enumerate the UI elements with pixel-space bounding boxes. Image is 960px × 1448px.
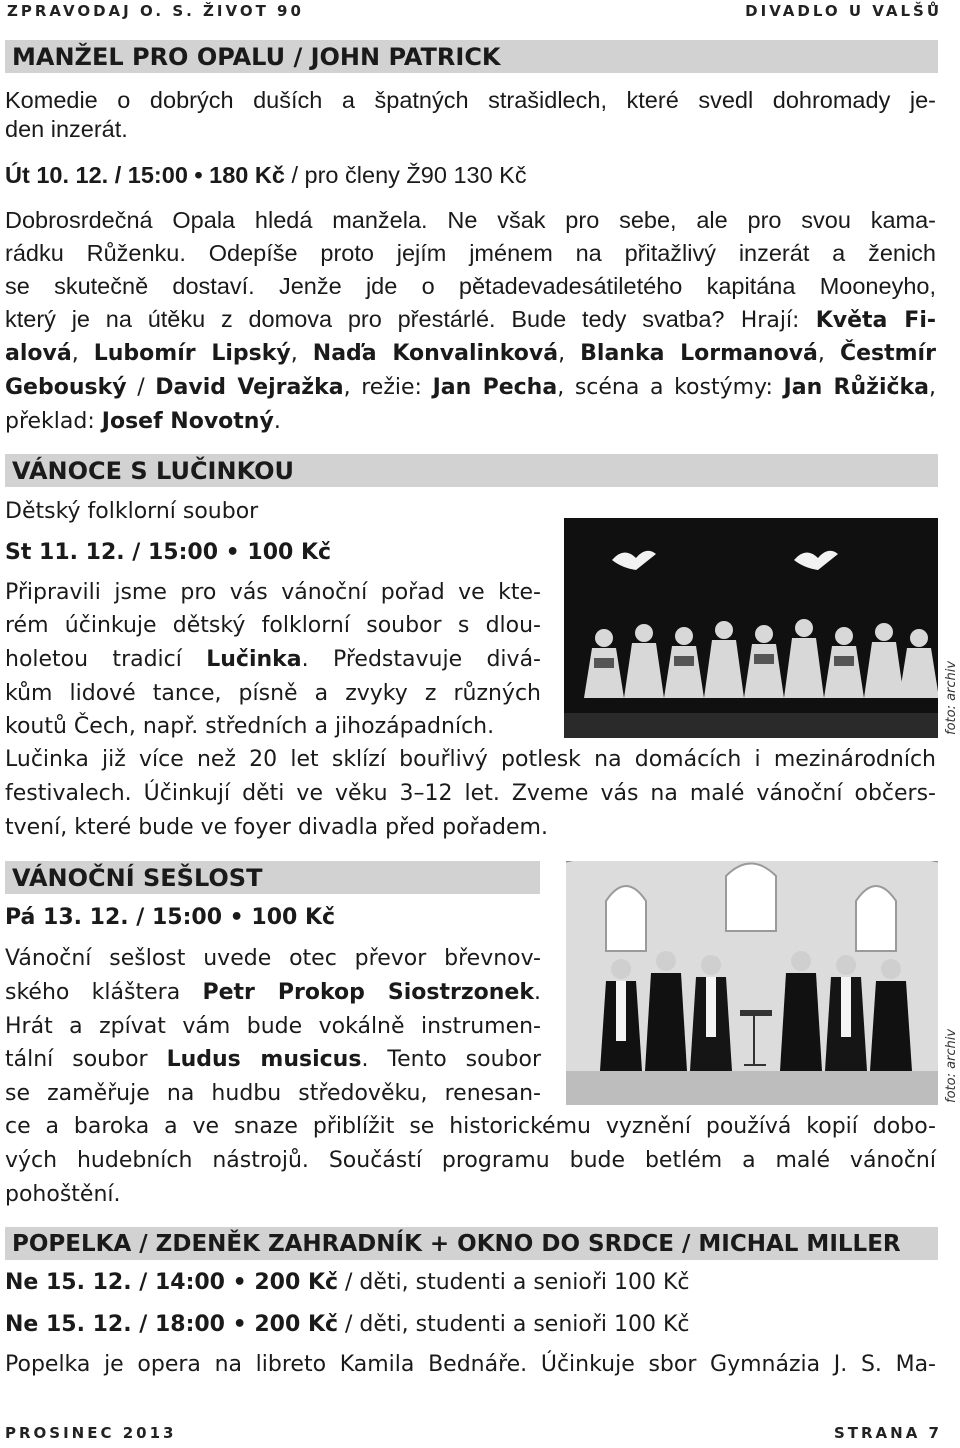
ensemble-name: Ludus musicus (166, 1047, 362, 1072)
prior-name: Petr Prokop Siostrzonek (202, 980, 534, 1005)
s3-text-6: ce a baroka a ve snaze přiblížit se historickému vyznění používá kopií dobo- (5, 1114, 936, 1139)
translator: Josef Novotný (101, 409, 274, 434)
s3-text-4c: . Tento soubor (361, 1047, 541, 1072)
s3-title: VÁNOČNÍ SEŠLOST (5, 861, 540, 894)
s4-date-1-rest: / děti, studenti a senioři 100 Kč (338, 1270, 690, 1295)
scenographer: Jan Růžička (783, 375, 929, 400)
s3-text-4 (5, 1045, 541, 1075)
cast-6: David Vejražka (155, 375, 344, 400)
ensemble-photo (566, 861, 938, 1105)
folklore-photo (564, 518, 938, 738)
sep: / (126, 375, 156, 400)
s1-date-main: Út 10. 12. / 15:00 • 180 Kč (5, 162, 285, 188)
ensemble-name: Lučinka (206, 647, 302, 672)
s1-date-rest: / pro členy Ž90 130 Kč (284, 162, 527, 188)
s1-text-4b: Hrají: (724, 308, 816, 333)
page-number: STRANA 7 (833, 1424, 942, 1442)
section-name: DIVADLO U VALŠŮ (745, 2, 942, 20)
s2-date: St 11. 12. / 15:00 • 100 Kč (5, 540, 332, 565)
s2-text-3c: . Představuje divá- (301, 647, 541, 672)
s2-text-6: Lučinka již více než 20 let sklízí bouřlivý potlesk na domácích i mezinárodních (5, 747, 936, 772)
s1-title: MANŽEL PRO OPALU / JOHN PATRICK (5, 40, 938, 73)
cast-1: alová (5, 341, 72, 366)
folklore-photo-illustration (564, 518, 938, 738)
sep: , (558, 341, 581, 366)
s3-text-7: vých hudebních nástrojů. Součástí programu bude betlém a malé vánoční (5, 1148, 936, 1173)
s1-text-6 (5, 373, 936, 403)
page-footer (5, 1424, 942, 1448)
s2-text-3a: holetou tradicí (5, 647, 207, 672)
director: Jan Pecha (432, 375, 558, 400)
s1-text-3: se skutečně dostaví. Jenže jde o pětadevadesátiletého kapitána Mooneyho, (5, 273, 936, 299)
s4-title: POPELKA / ZDENĚK ZAHRADNÍK + OKNO DO SRDCE / MICHAL MILLER (5, 1227, 938, 1260)
s3-text-5: se zaměřuje na hudbu středověku, renesan- (5, 1081, 541, 1106)
s2-text-4: kům lidové tance, písně a zvyky z různých (5, 681, 541, 706)
publication-name: ZPRAVODAJ O. S. ŽIVOT 90 (7, 2, 304, 20)
s1-text-7 (5, 407, 281, 437)
label-scene: , scéna a kostýmy: (557, 375, 784, 400)
s2-text-5: koutů Čech, např. středních a jihozápadních. (5, 714, 495, 739)
s4-date-2-main: Ne 15. 12. / 18:00 • 200 Kč (5, 1312, 339, 1337)
s1-subtitle-1: Komedie o dobrých duších a špatných strašidlech, které svedl dohromady je- (5, 87, 936, 113)
issue-date: PROSINEC 2013 (5, 1424, 177, 1442)
page-header (7, 2, 942, 26)
s4-date-1 (5, 1268, 690, 1298)
s1-subtitle-2: den inzerát. (5, 116, 128, 142)
s2-text-2: rém účinkuje dětský folklorní soubor s dlou- (5, 613, 541, 638)
s4-date-2 (5, 1310, 690, 1340)
cast-5b: Gebouský (5, 375, 127, 400)
cast-2: Lubomír Lipský (93, 341, 291, 366)
label-director: , režie: (343, 375, 433, 400)
s1-text-1: Dobrosrdečná Opala hledá manžela. Ne však pro sebe, ale pro svou kama- (5, 207, 936, 233)
s3-date: Pá 13. 12. / 15:00 • 100 Kč (5, 905, 336, 930)
s1-text-4c: Květa Fi- (815, 308, 936, 333)
cast-3: Naďa Konvalinková (312, 341, 559, 366)
s3-text-4a: tální soubor (5, 1047, 167, 1072)
sep: . (273, 409, 281, 434)
s2-text-8: tvení, které bude ve foyer divadla před pořadem. (5, 815, 548, 840)
s3-text-8: pohoštění. (5, 1182, 121, 1207)
s3-text-2 (5, 978, 541, 1008)
s1-text-5 (5, 339, 936, 369)
cast-5: Čestmír (839, 341, 936, 366)
s3-text-3: Hrát a zpívat vám bude vokálně instrumen- (5, 1014, 541, 1039)
s4-date-1-main: Ne 15. 12. / 14:00 • 200 Kč (5, 1270, 339, 1295)
s1-text-4 (5, 304, 936, 334)
cast-4: Blanka Lormanová (580, 341, 818, 366)
sep: . (534, 980, 541, 1005)
sep: , (929, 375, 936, 400)
s2-text-7: festivalech. Účinkují děti ve věku 3–12 let. Zveme vás na malé vánoční občers- (5, 781, 936, 806)
s2-title: VÁNOCE S LUČINKOU (5, 454, 938, 487)
s1-text-2: rádku Růženku. Odepíše proto jejím jménem na přitažlivý inzerát a ženich (5, 240, 936, 266)
s4-date-2-rest: / děti, studenti a senioři 100 Kč (338, 1312, 690, 1337)
ensemble-photo-illustration (566, 861, 938, 1105)
s2-text-3 (5, 645, 541, 675)
s2-subtitle: Dětský folklorní soubor (5, 499, 259, 524)
ensemble-photo-credit: foto: archiv (944, 1028, 959, 1103)
s2-text-1: Připravili jsme pro vás vánoční pořad ve kte- (5, 580, 541, 605)
sep: , (290, 341, 313, 366)
sep: , (817, 341, 840, 366)
label-translation: překlad: (5, 409, 102, 434)
s4-text-1: Popelka je opera na libreto Kamila Bednáře. Účinkuje sbor Gymnázia J. S. Ma- (5, 1352, 936, 1377)
folklore-photo-credit: foto: archiv (944, 660, 959, 735)
s3-text-2a: ského kláštera (5, 980, 203, 1005)
s1-date (5, 160, 527, 190)
s1-text-4a: který je na útěku z domova pro přestárlé. Bude tedy svatba? (5, 306, 725, 332)
s3-text-1: Vánoční sešlost uvede otec převor břevnov- (5, 946, 541, 971)
sep: , (71, 341, 94, 366)
